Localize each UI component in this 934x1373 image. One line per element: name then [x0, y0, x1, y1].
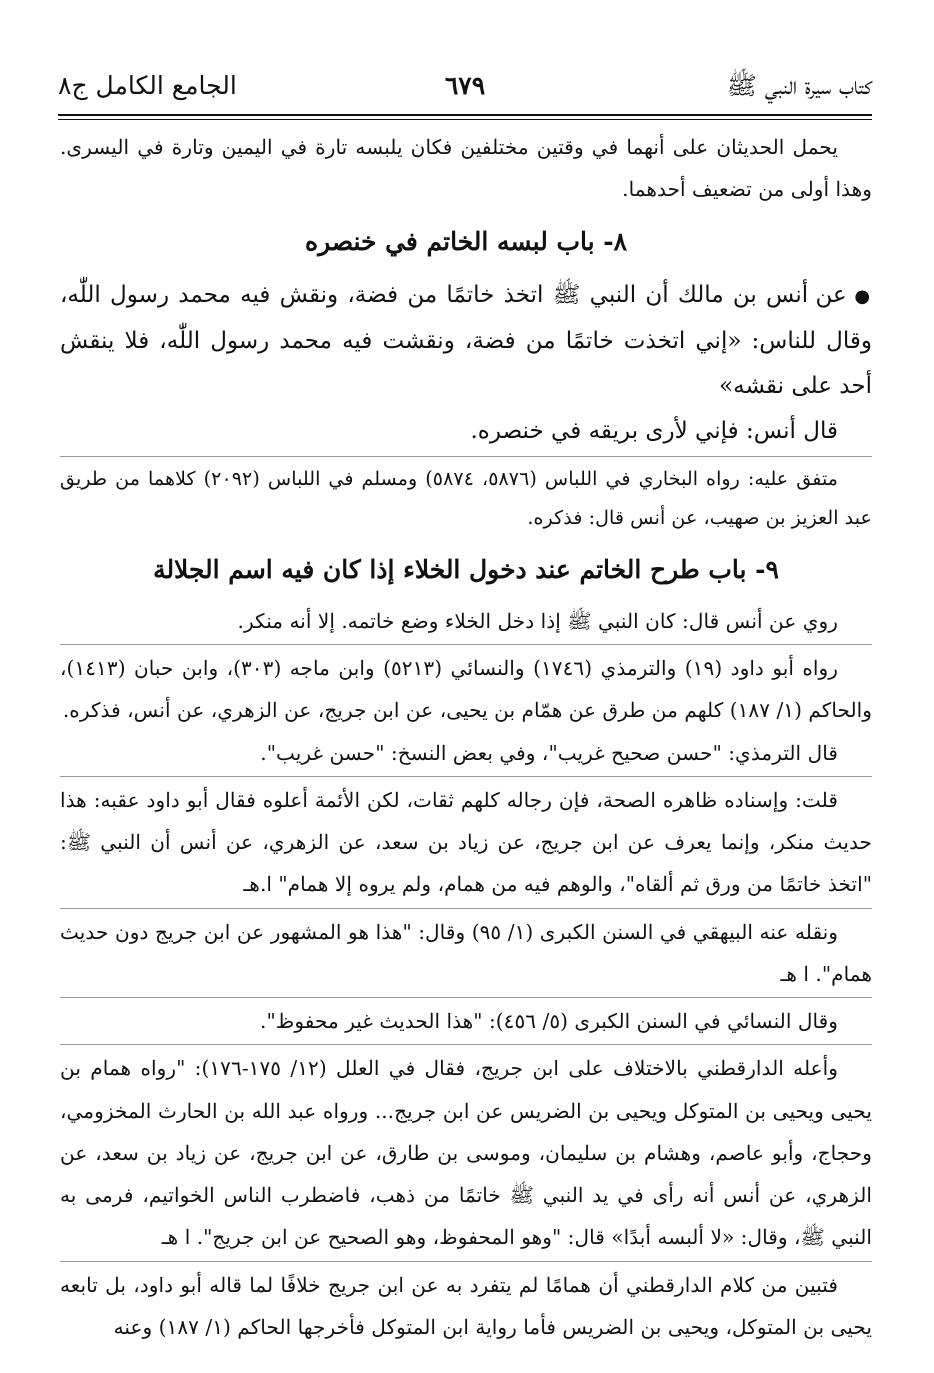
- divider: [60, 1261, 872, 1262]
- paragraph: رواه أبو داود (١٩) والترمذي (١٧٤٦) والنسائي (٥٢١٣) وابن ماجه (٣٠٣)، وابن حبان (١٤١٣)، والحاكم (١/ ١٨٧) كلهم من طرق عن همّام بن يحيى، عن ابن جريج، عن الزهري، عن أنس، فذكره.: [60, 656, 872, 723]
- divider: [60, 456, 872, 457]
- divider: [60, 644, 872, 645]
- section-heading: ٩- باب طرح الخاتم عند دخول الخلاء إذا كان فيه اسم الجلالة: [153, 554, 779, 584]
- divider: [60, 776, 872, 777]
- paragraph: قلت: وإسناده ظاهره الصحة، فإن رجاله كلهم ثقات، لكن الأئمة أعلوه فقال أبو داود عقبه: هذا حديث منكر، وإنما يعرف عن ابن جريج، عن زياد بن سعد، عن الزهري، عن أنس أن النبي ﷺ: "اتخذ خاتمًا من ورق ثم ألقاه"، والوهم فيه من همام، ولم يروه إلا همام" ا.هـ: [60, 787, 872, 897]
- hadith-text-content: عن أنس بن مالك أن النبي ﷺ اتخذ خاتمًا من فضة، ونقش فيه محمد رسول اللّٰه، وقال للناس: «إني اتخذت خاتمًا من فضة، ونقشت فيه محمد رسول اللّٰه، فلا ينقش أحد على نقشه»: [60, 281, 872, 399]
- page-header: [58, 66, 872, 106]
- page-body: [60, 126, 872, 1348]
- divider: [60, 908, 872, 909]
- book-section-title: كتاب سيرة النبي ﷺ: [726, 71, 872, 100]
- divider: [60, 1044, 872, 1045]
- divider: [60, 997, 872, 998]
- paragraph: وأعله الدارقطني بالاختلاف على ابن جريج، فقال في العلل (١٢/ ١٧٥-١٧٦): "رواه همام بن يحيى ويحيى بن المتوكل ويحيى بن الضريس عن ابن جريج... ورواه عبد الله بن الحارث المخزومي، وحجاج، وأبو عاصم، وهشام بن سليمان، وموسى بن طارق، عن ابن جريج، عن زياد بن سعد، عن الزهري، عن أنس أنه رأى في يد النبي ﷺ خاتمًا من ذهب، فاضطرب الناس الخواتيم، فرمى به النبي ﷺ، وقال: «لا ألبسه أبدًا» قال: "وهو المحفوظ، وهو الصحيح عن ابن جريج". ا هـ: [60, 1056, 872, 1250]
- section-heading: ٨- باب لبسه الخاتم في خنصره: [305, 227, 627, 257]
- paragraph: متفق عليه: رواه البخاري في اللباس (٥٨٧٦، ٥٨٧٤) ومسلم في اللباس (٢٠٩٢) كلاهما من طريق عبد العزيز بن صهيب، عن أنس قال: فذكره.: [60, 467, 872, 530]
- bullet-icon: ●: [846, 285, 872, 307]
- book-volume-title: الجامع الكامل ج٨: [58, 71, 237, 100]
- paragraph: وقال النسائي في السنن الكبرى (٥/ ٤٥٦): "هذا الحديث غير محفوظ".: [260, 1009, 838, 1034]
- paragraph: يحمل الحديثان على أنهما في وقتين مختلفين فكان يلبسه تارة في اليمين وتارة في اليسرى. وهذا أولى من تضعيف أحدهما.: [60, 135, 872, 202]
- page-number: ٦٧٩: [444, 71, 486, 100]
- header-rule-thin: [58, 119, 872, 120]
- paragraph: روي عن أنس قال: كان النبي ﷺ إذا دخل الخلاء وضع خاتمه. إلا أنه منكر.: [237, 609, 838, 633]
- paragraph: قال الترمذي: "حسن صحيح غريب"، وفي بعض النسخ: "حسن غريب".: [260, 740, 838, 765]
- paragraph: فتبين من كلام الدارقطني أن همامًا لم يتفرد به عن ابن جريج خلافًا لما قاله أبو داود، بل تابعه يحيى بن المتوكل، ويحيى بن الضريس فأما رواية ابن المتوكل فأخرجها الحاكم (١/ ١٨٧) وعنه: [60, 1272, 872, 1339]
- header-rule: [58, 114, 872, 116]
- hadith-text: [60, 273, 872, 409]
- paragraph: قال أنس: فإني لأرى بريقه في خنصره.: [470, 418, 838, 444]
- paragraph: ونقله عنه البيهقي في السنن الكبرى (١/ ٩٥) وقال: "هذا هو المشهور عن ابن جريج دون حديث همام". ا هـ: [60, 919, 872, 986]
